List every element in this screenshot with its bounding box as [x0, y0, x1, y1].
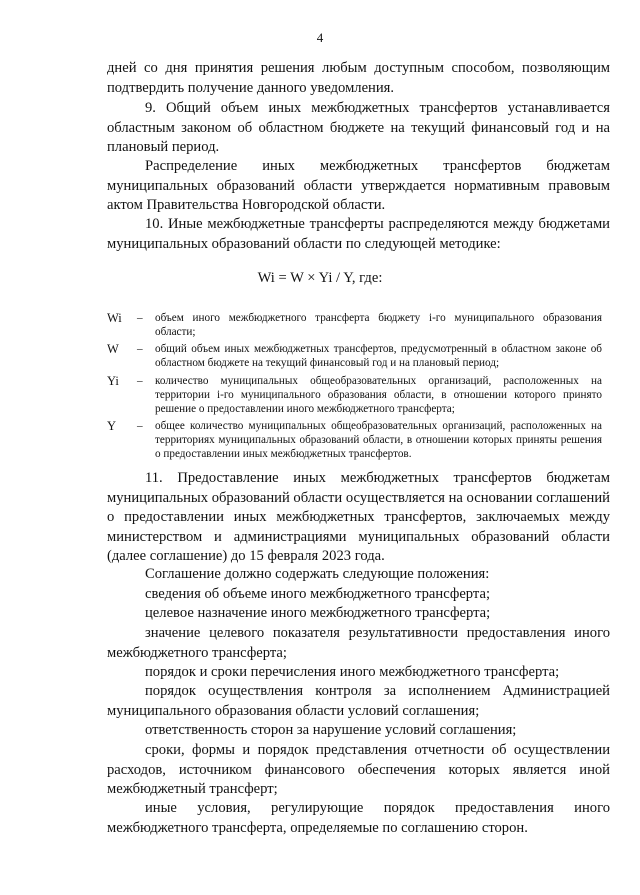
agreement-item-volume: сведения об объеме иного межбюджетного трансферта; [145, 586, 491, 602]
distribution-formula: Wi = W × Yi / Y, где: [257, 270, 383, 286]
agreement-item-reporting: сроки, формы и порядок представления отчетности об осуществлении расходов, источником финансового обеспечения которых является иной межбюджетный трансферт; [107, 742, 610, 797]
agreement-item-target-indicator: значение целевого показателя результативности предоставления иного межбюджетного трансферта; [107, 625, 610, 661]
definition-text: общее количество муниципальных общеобразовательных организаций, расположенных на территориях муниципальных образований области, в отношении которых приняты решения о предоставлении иных межбюджетных трансфертов. [155, 420, 602, 461]
definition-text: объем иного межбюджетного трансферта бюджету i-го муниципального образования области; [155, 312, 602, 339]
page-number: 4 [316, 30, 324, 45]
definition-dash: – [137, 375, 143, 387]
agreement-item-responsibility: ответственность сторон за нарушение условий соглашения; [145, 722, 517, 738]
agreement-item-transfer-terms: порядок и сроки перечисления иного межбюджетного трансферта; [145, 664, 560, 680]
definition-dash: – [137, 343, 143, 355]
definition-dash: – [137, 312, 143, 324]
paragraph-notification-end: дней со дня принятия решения любым доступным способом, позволяющим подтвердить получение данного уведомления. [107, 60, 610, 96]
paragraph-11-agreements: 11. Предоставление иных межбюджетных трансфертов бюджетам муниципальных образований области осуществляется на основании соглашений о предоставлении иных межбюджетных трансфертов, заключаемых между министерством и администрациями муниципальных образований области (далее соглашение) до 15 февраля 2023 года. [107, 470, 610, 564]
definition-text: количество муниципальных общеобразовательных организаций, расположенных на территории i-го муниципального образования области, в отношении которого принято решение о предоставлении иного межбюджетного трансферта; [155, 375, 602, 416]
definition-symbol: W [107, 342, 119, 356]
paragraph-distribution: Распределение иных межбюджетных трансфертов бюджетам муниципальных образований области утверждается нормативным правовым актом Правительства Новгородской области. [107, 158, 610, 213]
paragraph-agreement-contents: Соглашение должно содержать следующие положения: [145, 566, 490, 582]
definition-symbol: Y [107, 419, 117, 433]
definition-dash: – [137, 420, 143, 432]
agreement-item-other-conditions: иные условия, регулирующие порядок предоставления иного межбюджетного трансферта, определяемые по соглашению сторон. [107, 800, 610, 836]
paragraph-9-total-volume: 9. Общий объем иных межбюджетных трансфертов устанавливается областным законом об областном бюджете на текущий финансовый год и на плановый период. [107, 100, 610, 155]
definition-symbol: Yi [107, 374, 119, 388]
agreement-item-purpose: целевое назначение иного межбюджетного трансферта; [145, 605, 491, 621]
paragraph-10-methodology: 10. Иные межбюджетные трансферты распределяются между бюджетами муниципальных образований области по следующей методике: [107, 216, 610, 252]
definition-symbol: Wi [107, 311, 122, 325]
agreement-item-control: порядок осуществления контроля за исполнением Администрацией муниципального образования области условий соглашения; [107, 683, 610, 719]
definition-text: общий объем иных межбюджетных трансфертов, предусмотренный в областном законе об областном бюджете на текущий финансовый год и на плановый период; [155, 343, 602, 370]
